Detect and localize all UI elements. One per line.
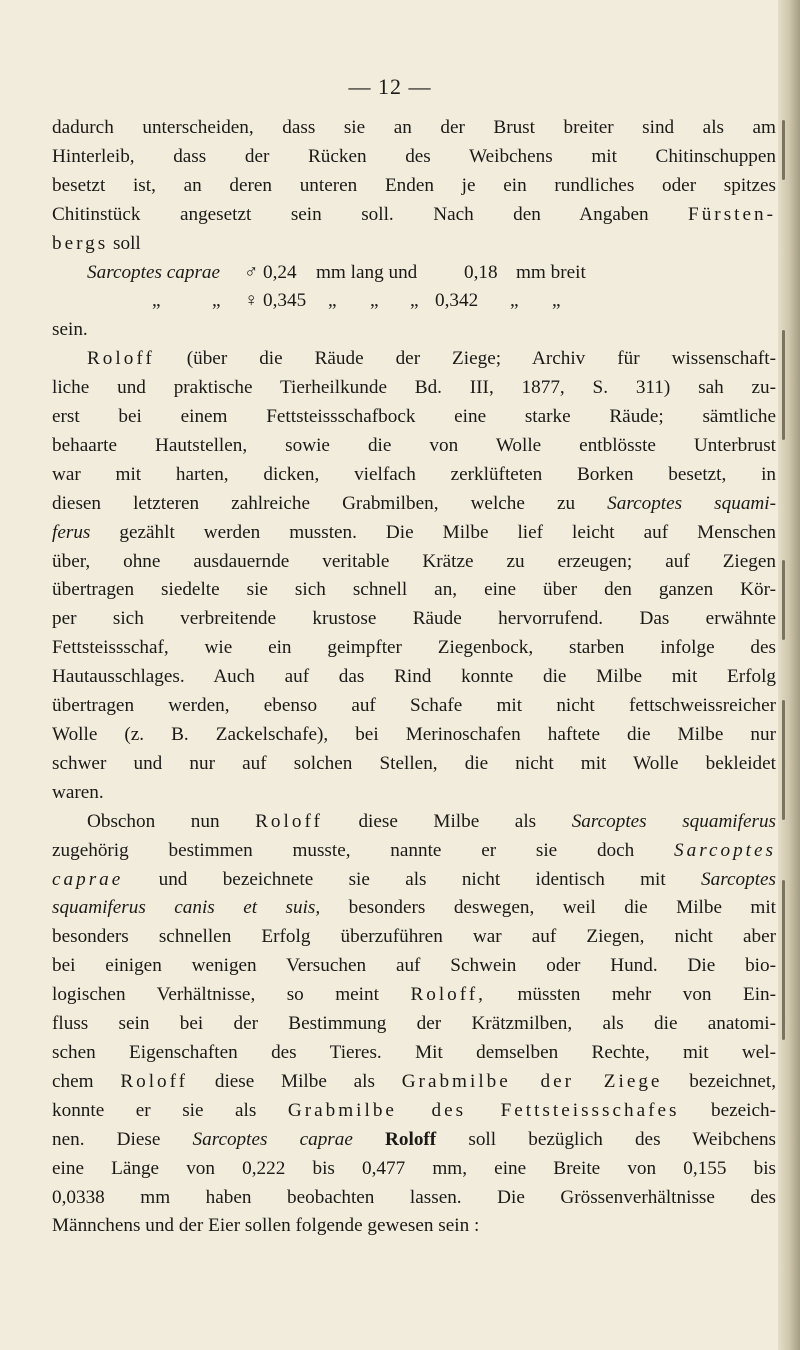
- text-line: squamiferus canis et suis, besonders deswegen, weil die Milbe mit: [52, 897, 777, 919]
- measurement-row-female: „ „ ♀ 0,345 „ „ „ 0,342 „ „: [52, 287, 776, 316]
- text-line: übertragen siedelte sie sich schnell an, eine über den ganzen Kör-: [52, 579, 776, 601]
- text-line: bergs soll: [52, 232, 141, 254]
- text-line: Roloff (über die Räude der Ziege; Archiv für wissenschaft-: [87, 348, 777, 370]
- author-name: Roloff: [87, 348, 155, 370]
- text-line: Wolle (z. B. Zackelschafe), bei Merinoschafen haftete die Milbe nur: [52, 724, 776, 745]
- text-line: übertragen werden, ebenso auf Schafe mit nicht fettschweissreicher: [52, 695, 776, 717]
- author-name: bergs: [52, 232, 109, 254]
- text-line: konnte er sie als Grabmilbe des Fettsteissschafes bezeich-: [52, 1099, 776, 1121]
- text-line: sein.: [52, 319, 88, 341]
- text-line: Männchens und der Eier sollen folgende gewesen sein :: [52, 1215, 480, 1237]
- text-line: besonders schnellen Erfolg überzuführen war auf Ziegen, nicht aber: [52, 926, 776, 948]
- text-line: über, ohne ausdauernde veritable Krätze zu erzeugen; auf Ziegen: [52, 550, 776, 572]
- measurement-row-male: Sarcoptes caprae ♂ 0,24 mm lang und 0,18 mm breit: [52, 259, 776, 288]
- text-line: eine Länge von 0,222 bis 0,477 mm, eine Breite von 0,155 bis: [52, 1157, 776, 1179]
- text-line: behaarte Hautstellen, sowie die von Wolle entblösste Unterbrust: [52, 434, 776, 456]
- author-name: Roloff,: [410, 984, 486, 1006]
- text-line: 0,0338 mm haben beobachten lassen. Die Grössenverhältnisse des: [52, 1186, 776, 1208]
- text-line: caprae und bezeichnete sie als nicht identisch mit Sarcoptes: [52, 868, 777, 890]
- text-line: Fettsteissschaf, wie ein geimpfter Ziegenbock, starben infolge des: [52, 637, 776, 659]
- text-line: ferus gezählt werden mussten. Die Milbe lief leicht auf Menschen: [52, 521, 776, 543]
- author-name: Fürsten-: [688, 203, 776, 225]
- text-line: logischen Verhältnisse, so meint Roloff, müssten mehr von Ein-: [52, 984, 777, 1006]
- text-line: erst bei einem Fettsteissschafbock eine starke Räude; sämtliche: [52, 406, 776, 428]
- author-name: Roloff: [120, 1070, 189, 1092]
- text-line: per sich verbreitende krustose Räude hervorrufend. Das erwähnte: [52, 608, 776, 630]
- page-number: — 12 —: [348, 74, 432, 99]
- text-line: nen. Diese Sarcoptes caprae Roloff soll bezüglich des Weibchens: [52, 1128, 777, 1150]
- page-body: [52, 114, 776, 1241]
- text-line: Hinterleib, dass der Rücken des Weibchens mit Chitinschuppen: [52, 145, 776, 167]
- text-line: dadurch unterscheiden, dass sie an der Brust breiter sind als am: [52, 117, 776, 138]
- species-name: Sarcoptes caprae: [87, 261, 221, 283]
- text-line: Hautausschlages. Auch auf das Rind konnte die Milbe mit Erfolg: [52, 666, 776, 688]
- text-line: war mit harten, dicken, vielfach zerklüfteten Borken besetzt, in: [52, 463, 776, 485]
- text-line: waren.: [52, 781, 104, 803]
- text-line: liche und praktische Tierheilkunde Bd. III, 1877, S. 311) sah zu-: [52, 377, 776, 399]
- author-name: Roloff: [255, 810, 323, 832]
- text-line: Obschon nun Roloff diese Milbe als Sarcoptes squamiferus: [87, 810, 777, 832]
- author-name: Roloff: [385, 1128, 437, 1150]
- text-line: schwer und nur auf solchen Stellen, die nicht mit Wolle bekleidet: [52, 752, 776, 774]
- male-symbol: ♂: [244, 261, 259, 283]
- page-edge: [778, 0, 800, 1350]
- text-line: chem Roloff diese Milbe als Grabmilbe der Ziege bezeichnet,: [52, 1070, 777, 1092]
- text-line: bei einigen wenigen Versuchen auf Schwein oder Hund. Die bio-: [52, 955, 776, 977]
- text-line: fluss sein bei der Bestimmung der Krätzmilben, als die anatomi-: [52, 1013, 776, 1035]
- text-line: schen Eigenschaften des Tieres. Mit demselben Rechte, mit wel-: [52, 1041, 776, 1063]
- text-line: besetzt ist, an deren unteren Enden je ein rundliches oder spitzes: [52, 174, 776, 196]
- text-line: diesen letzteren zahlreiche Grabmilben, welche zu Sarcoptes squami-: [52, 492, 776, 514]
- text-line: zugehörig bestimmen musste, nannte er sie doch Sarcoptes: [52, 839, 776, 861]
- female-symbol: ♀: [244, 290, 259, 312]
- text-line: Chitinstück angesetzt sein soll. Nach den Angaben Fürsten-: [52, 203, 776, 225]
